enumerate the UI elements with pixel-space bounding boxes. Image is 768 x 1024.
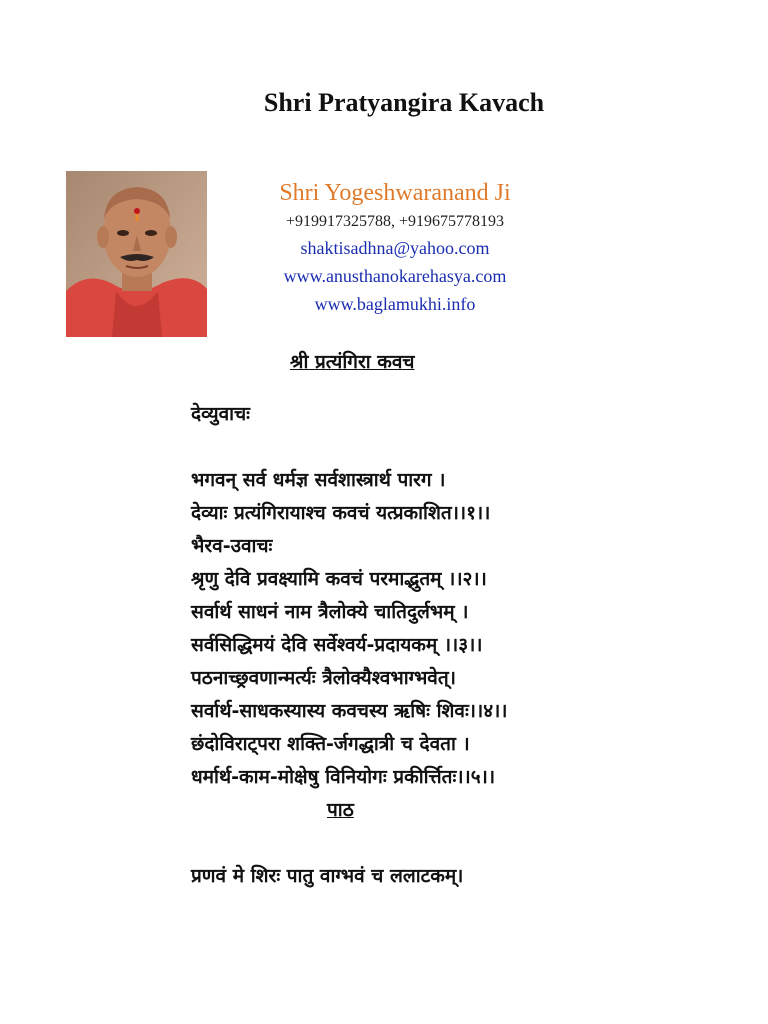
verse-line: भगवन् सर्व धर्मज्ञ सर्वशास्त्रार्थ पारग । (191, 469, 446, 491)
verse-block (191, 398, 751, 893)
verse-line: छंदोविराट्परा शक्ति-र्जगद्धात्री च देवता । (191, 733, 470, 755)
verse-line-devyuvach: देव्युवाचः (191, 403, 250, 425)
patha-subheading: पाठ (327, 799, 354, 821)
email-link[interactable]: shaktisadhna@yahoo.com (300, 238, 490, 258)
phone-numbers: +919917325788, +919675778193 (285, 213, 505, 230)
contact-block (210, 176, 580, 318)
section-heading: श्री प्रत्यंगिरा कवच (290, 351, 415, 373)
verse-line: पठनाच्छ्रवणान्मर्त्यः त्रैलोक्यैश्वभाग्भवेत्। (191, 667, 456, 689)
verse-line: श्रृणु देवि प्रवक्ष्यामि कवचं परमाद्भुतम् ।।२।। (191, 568, 487, 590)
verse-line: भैरव-उवाचः (191, 535, 273, 557)
website-link-baglamukhi[interactable]: www.baglamukhi.info (314, 294, 476, 314)
author-portrait-image (66, 171, 207, 337)
verse-line: प्रणवं मे शिरः पातु वाग्भवं च ललाटकम्। (191, 865, 464, 887)
verse-line: देव्याः प्रत्यंगिरायाश्च कवचं यत्प्रकाशित।।१।। (191, 502, 491, 524)
verse-line: सर्वार्थ साधनं नाम त्रैलोक्ये चातिदुर्लभम् । (191, 601, 469, 623)
verse-line: सर्वसिद्धिमयं देवि सर्वेश्वर्य-प्रदायकम् ।।३।। (191, 634, 483, 656)
page-title: Shri Pratyangira Kavach (263, 88, 545, 117)
verse-line: धर्मार्थ-काम-मोक्षेषु विनियोगः प्रकीर्त्तितः।।५।। (191, 766, 496, 788)
author-photo (66, 171, 207, 337)
website-link-anusthanokarehasya[interactable]: www.anusthanokarehasya.com (283, 266, 507, 286)
author-name: Shri Yogeshwaranand Ji (279, 180, 511, 206)
verse-line: सर्वार्थ-साधकस्यास्य कवचस्य ऋषिः शिवः।।४।। (191, 700, 508, 722)
